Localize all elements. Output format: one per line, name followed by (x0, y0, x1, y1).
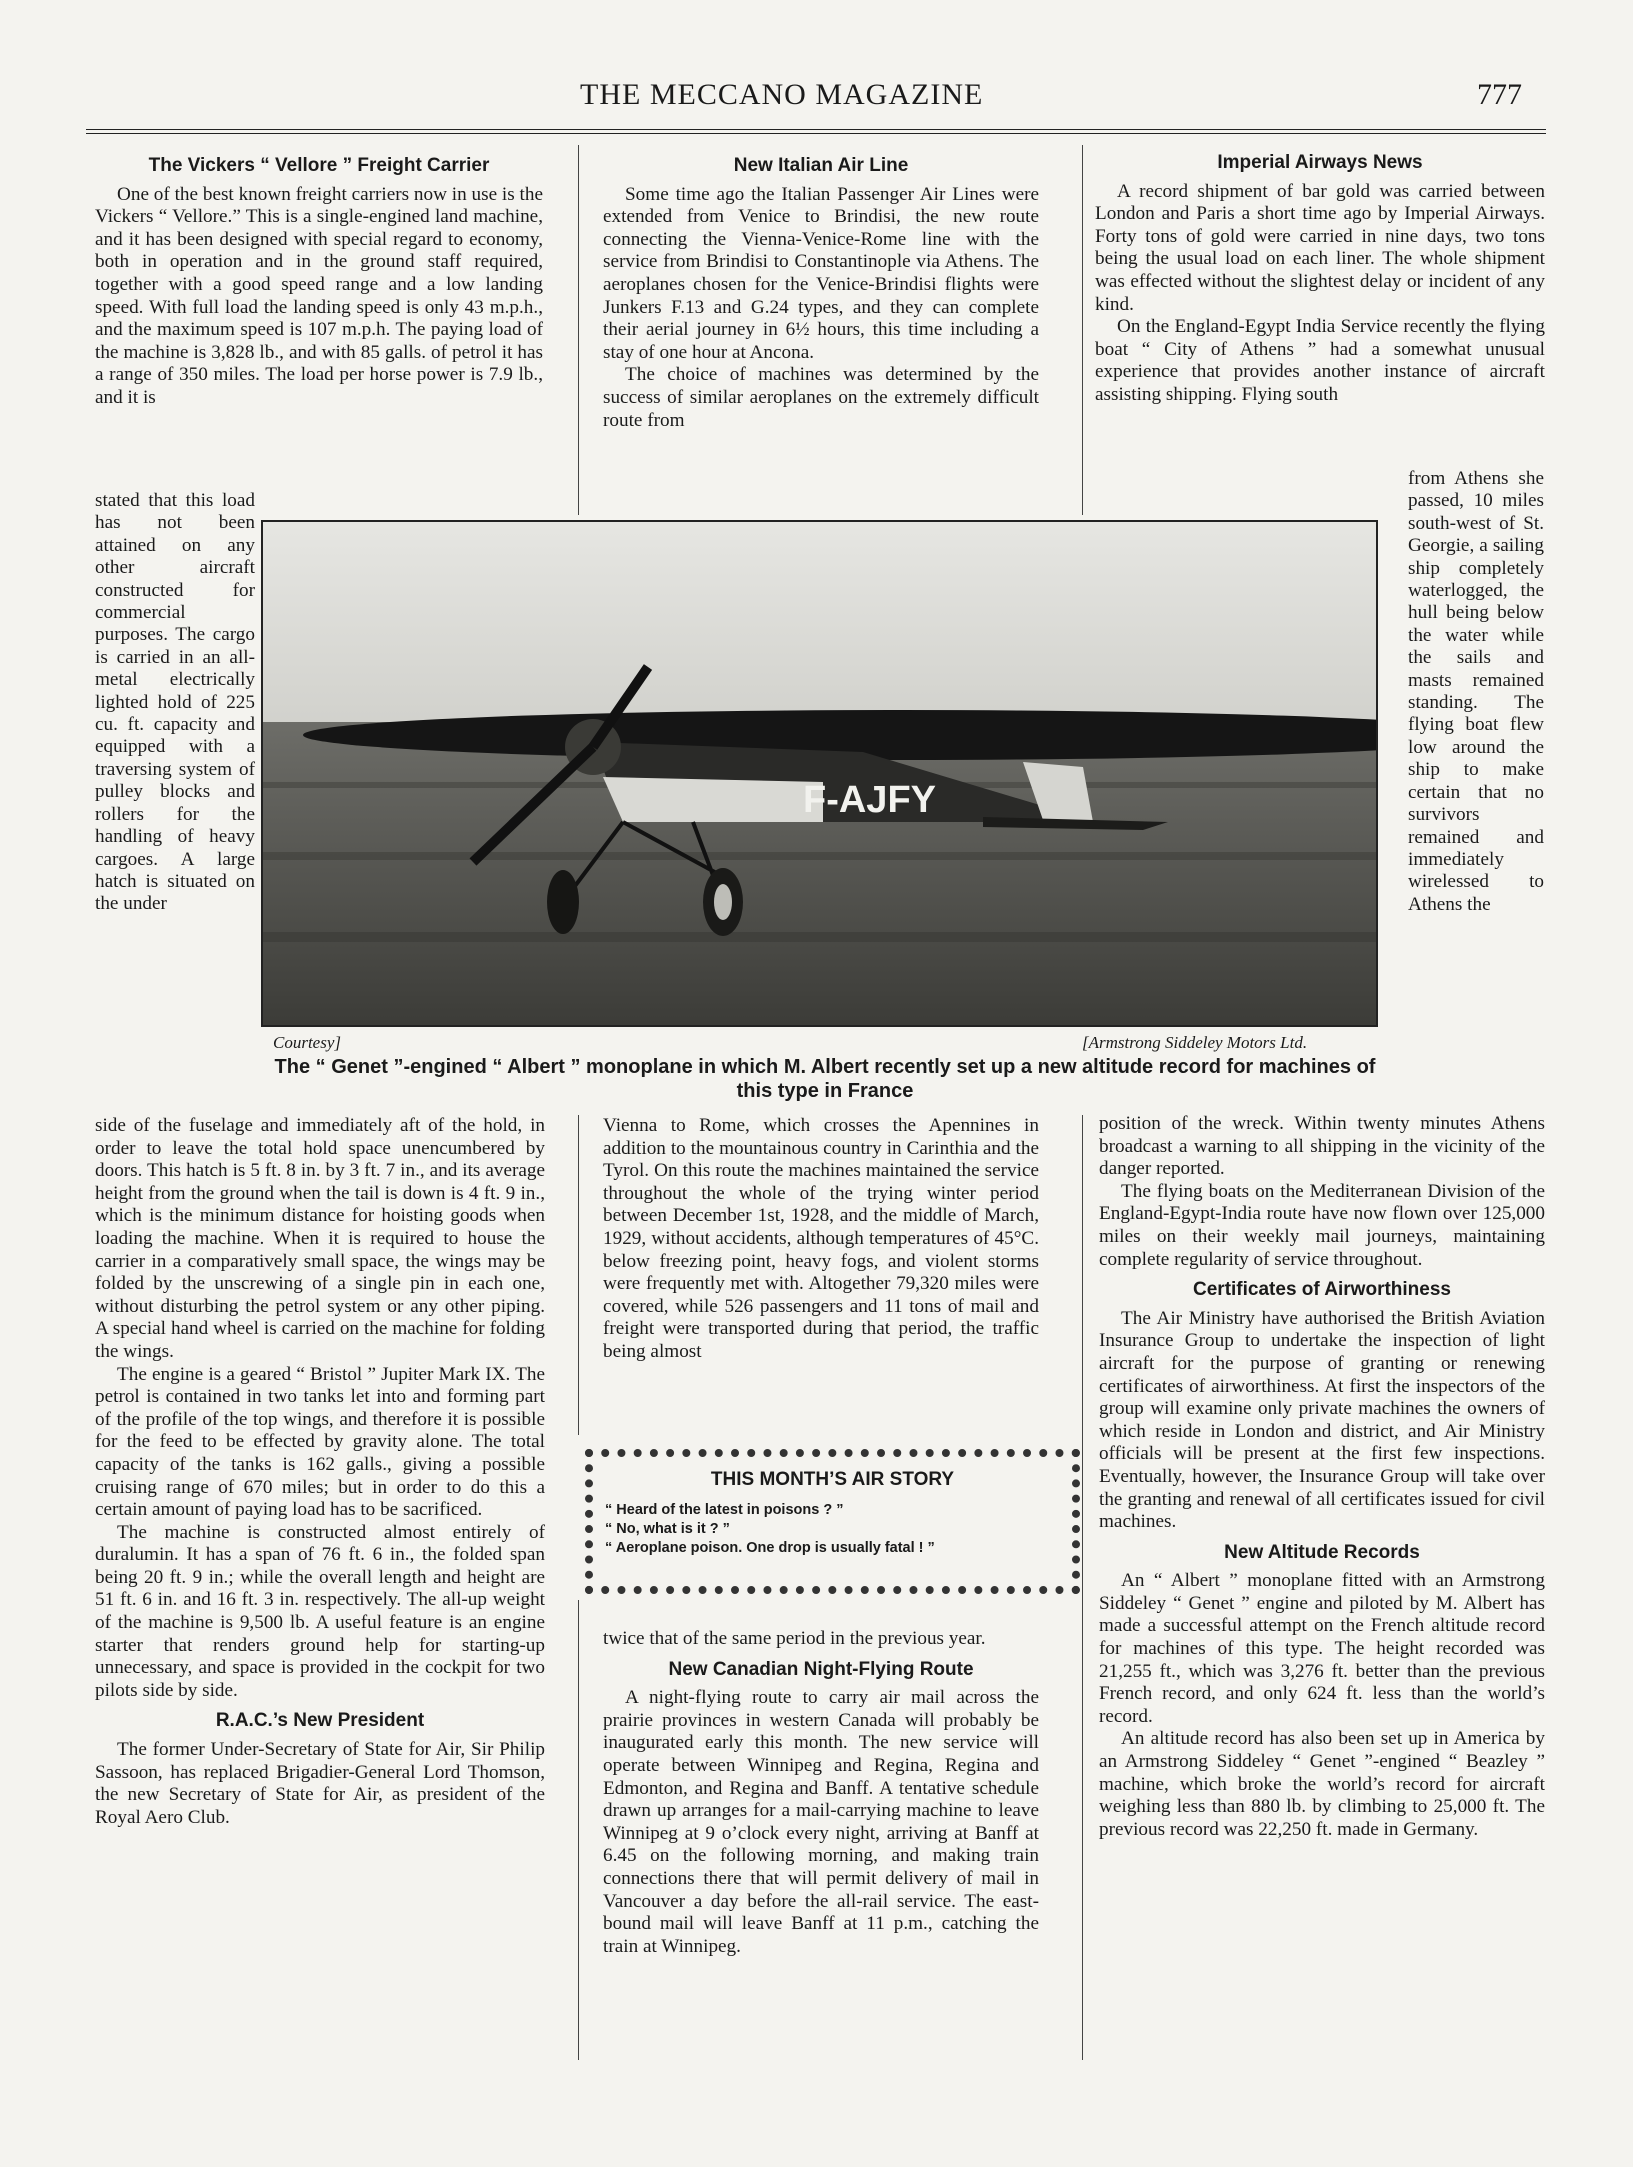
article-paragraph: An altitude record has also been set up in America by an Armstrong Siddeley “ Genet ”-engined “ Beazley ” machine, which broke the world’s record for aircraft weighing less than 880 lb. by climbing to 25,000 ft. The previous record was 22,250 ft. made in Germany. (1099, 1728, 1545, 1840)
article-paragraph: Some time ago the Italian Passenger Air Lines were extended from Venice to Brindisi, the new route connecting the Vienna-Venice-Rome line with the service from Brindisi to Constantinople via Athens. The aeroplanes chosen for the Venice-Brindisi flights were Junkers F.13 and G.24 types, and they can complete their aerial journey in 6½ hours, this time including a stay of one hour at Ancona. (603, 183, 1039, 363)
page-header-title: THE MECCANO MAGAZINE (580, 78, 984, 111)
air-story-title: THIS MONTH’S AIR STORY (710, 1469, 955, 1490)
wrap-text-right (1408, 468, 1544, 916)
article-paragraph: stated that this load has not been attained on any other aircraft constructed for commercial purposes. The cargo is carried in an all-metal electrically lighted hold of 225 cu. ft. capacity and equipped with a traversing system of pulley blocks and rollers for the handling of heavy cargoes. A large hatch is situated on the under (95, 490, 255, 915)
article-paragraph: from Athens she passed, 10 miles south-west of St. Georgie, a sailing ship completely waterlogged, the hull being below the water while the sails and masts remained standing. The flying boat flew low around the ship to make certain that no survivors remained and immediately wirelessed to Athens the (1408, 468, 1544, 915)
albert-monoplane-image (263, 522, 1376, 1025)
article-paragraph: position of the wreck. Within twenty minutes Athens broadcast a warning to all shipping in the vicinity of the danger reported. (1099, 1113, 1545, 1180)
air-story-line: “ Heard of the latest in poisons ? ” (605, 1502, 844, 1518)
column-2-top (603, 155, 1039, 432)
column-divider (578, 1600, 579, 2060)
column-3-bottom (1099, 1113, 1545, 1841)
column-3-top (1095, 152, 1545, 407)
aeroplane-photo (261, 520, 1378, 1027)
article-paragraph: A record shipment of bar gold was carried between London and Paris a short time ago by Imperial Airways. Forty tons of gold were carried in nine days, two tons being the usual load on each liner. The whole shipment was effected without the slightest delay or incident of any kind. (1095, 180, 1545, 315)
article-paragraph: On the England-Egypt India Service recently the flying boat “ City of Athens ” had a somewhat unusual experience that provides another instance of aircraft assisting shipping. Flying south (1095, 316, 1545, 405)
aircraft-registration: F-AJFY (803, 779, 936, 821)
article-title-altitude: New Altitude Records (1224, 1541, 1420, 1563)
article-paragraph: The choice of machines was determined by the success of similar aeroplanes on the extremely difficult route from (603, 364, 1039, 431)
article-paragraph: A night-flying route to carry air mail across the prairie provinces in western Canada will probably be inaugurated early this month. The new service will operate between Winnipeg and Regina, Regina and Edmonton, and Regina and Banff. A tentative schedule drawn up arranges for a mail-carrying machine to leave Winnipeg at 9 o’clock every night, arriving at Banff at 6.45 on the following morning, and making train connections there that will permit delivery of mail in Vancouver a day before the all-rail service. The east-bound mail will leave Banff at 11 p.m., catching the train at Winnipeg. (603, 1687, 1039, 1957)
article-paragraph: One of the best known freight carriers now in use is the Vickers “ Vellore.” This is a single-engined land machine, and it has been designed with special regard to economy, both in operation and in the ground staff required, together with a good speed range and a low landing speed. With full load the landing speed is only 43 m.p.h., and the maximum speed is 107 m.p.h. The paying load of the machine is 3,828 lb., and with 85 galls. of petrol it has a range of 350 miles. The load per horse power is 7.9 lb., and it is (95, 183, 543, 408)
column-divider (1082, 145, 1083, 515)
article-title-vickers: The Vickers “ Vellore ” Freight Carrier (148, 155, 490, 176)
article-paragraph: Vienna to Rome, which crosses the Apennines in addition to the mountainous country in Carinthia and the Tyrol. On this route the machines maintained the service throughout the whole of the trying winter period between December 1st, 1928, and the middle of March, 1929, without accidents, although temperatures of 45°C. below freezing point, heavy fogs, and violent storms were frequently met with. Altogether 79,320 miles were covered, while 526 passengers and 11 tons of mail and freight were transported during that period, the traffic being almost (603, 1115, 1039, 1362)
column-1-top (95, 155, 543, 410)
air-story-line: “ Aeroplane poison. One drop is usually fatal ! ” (605, 1540, 935, 1556)
header-rule (86, 129, 1546, 130)
article-title-rac: R.A.C.’s New President (215, 1710, 425, 1732)
page-number: 777 (1477, 78, 1522, 111)
header-rule-2 (86, 133, 1546, 134)
air-story-line: “ No, what is it ? ” (605, 1521, 730, 1537)
article-paragraph: The flying boats on the Mediterranean Division of the England-Egypt-India route have now flown over 125,000 miles on their weekly mail journeys, maintaining complete regularity of service throughout. (1099, 1180, 1545, 1270)
article-paragraph: twice that of the same period in the previous year. (603, 1628, 986, 1649)
article-paragraph: The Air Ministry have authorised the British Aviation Insurance Group to undertake the inspection of light aircraft for the purpose of granting or renewing certificates of airworthiness. At first the inspectors of the group will examine only private machines the owners of which reside in London and district, and Air Ministry officials will be present at the first few inspections. Eventually, however, the Insurance Group will take over the granting and renewal of all certificates issued for civil machines. (1099, 1307, 1545, 1533)
column-divider (578, 145, 579, 515)
article-title-certificates: Certificates of Airworthiness (1193, 1279, 1451, 1301)
column-2-middle (603, 1115, 1039, 1364)
article-paragraph: The machine is constructed almost entirely of duralumin. It has a span of 76 ft. 6 in., the folded span being 20 ft. 9 in.; while the overall length and height are 51 ft. 6 in. and 16 ft. 3 in. respectively. The all-up weight of the machine is 9,500 lb. A useful feature is an engine starter that renders ground help for starting-up unnecessary, and space is provided in the cockpit for two pilots side by side. (95, 1521, 545, 1701)
article-paragraph: An “ Albert ” monoplane fitted with an Armstrong Siddeley “ Genet ” engine and piloted by M. Albert has made a successful attempt on the French altitude record for machines of this type. The height recorded was 21,255 ft., which was 3,276 ft. better than the previous French record, and only 624 ft. less than the world’s record. (1099, 1570, 1545, 1727)
article-paragraph: side of the fuselage and immediately aft of the hold, in order to leave the total hold space unencumbered by doors. This hatch is 5 ft. 8 in. by 3 ft. 7 in., and its average height from the ground when the tail is down is 4 ft. 9 in., which is the minimum distance for hoisting goods when loading the machine. When it is required to house the carrier in a comparatively small space, the wings may be folded by the unscrewing of a single pin in each one, without disturbing the petrol system or any other piping. A special hand wheel is carried on the machine for folding the wings. (95, 1115, 545, 1362)
column-divider (1082, 1115, 1083, 2060)
article-title-imperial: Imperial Airways News (1217, 152, 1423, 173)
photo-credit-right: [Armstrong Siddeley Motors Ltd. (1082, 1033, 1308, 1052)
column-1-bottom (95, 1115, 545, 1829)
air-story-box (585, 1449, 1080, 1594)
column-2-bottom (603, 1628, 1039, 1958)
column-divider (578, 1115, 579, 1435)
article-paragraph: The engine is a geared “ Bristol ” Jupiter Mark IX. The petrol is contained in two tanks let into and forming part of the profile of the top wings, and therefore it is possible for the feed to be effected by gravity alone. The total capacity of the tanks is 162 galls., giving a possible cruising range of 670 miles; but in order to do this a certain amount of paying load has to be sacrificed. (95, 1363, 545, 1521)
photo-credit-left: Courtesy] (273, 1033, 341, 1052)
article-title-canadian: New Canadian Night-Flying Route (668, 1658, 974, 1680)
article-paragraph: The former Under-Secretary of State for Air, Sir Philip Sassoon, has replaced Brigadier-General Lord Thomson, the new Secretary of State for Air, as president of the Royal Aero Club. (95, 1739, 545, 1828)
photo-caption: The “ Genet ”-engined “ Albert ” monoplane in which M. Albert recently set up a new altitude record for machines of this type in France (274, 1056, 1376, 1102)
article-title-italian: New Italian Air Line (733, 155, 909, 176)
wrap-text-left (95, 490, 255, 916)
